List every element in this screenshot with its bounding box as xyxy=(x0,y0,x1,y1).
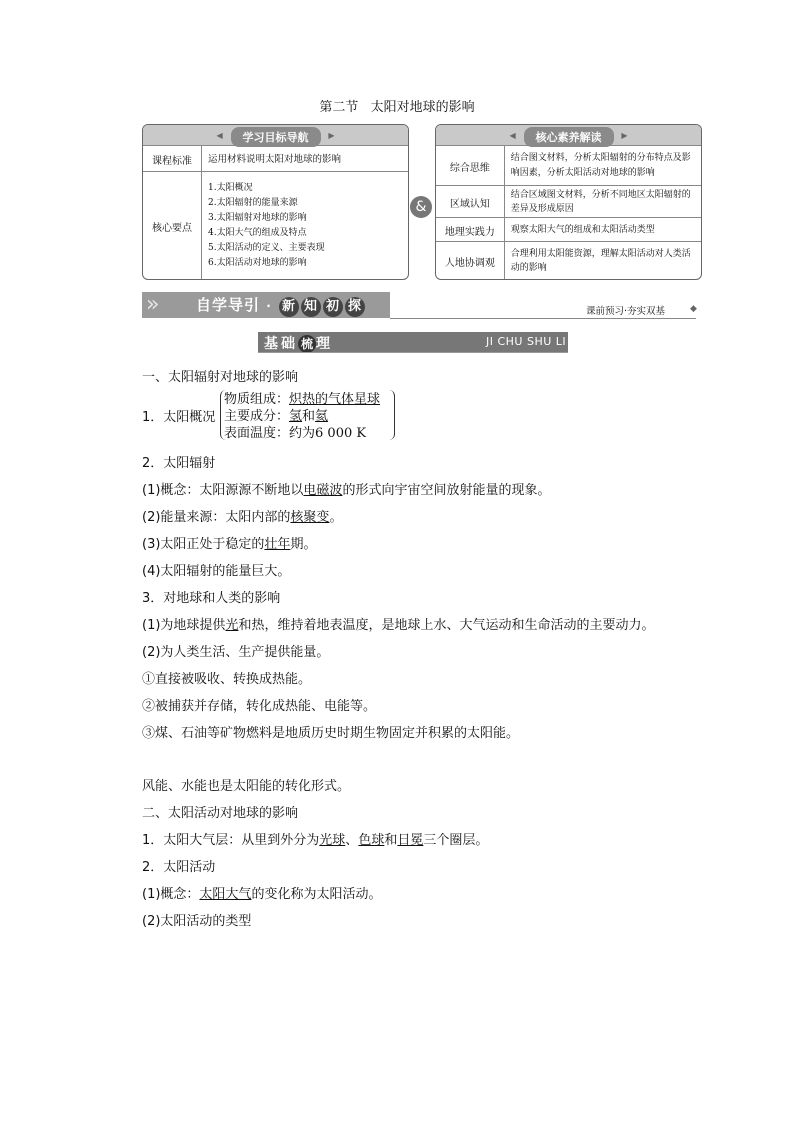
list-item: 3.太阳辐射对地球的影响 xyxy=(208,213,307,223)
divider xyxy=(390,318,696,319)
ampersand-icon: & xyxy=(410,196,432,218)
list-item: 4.太阳大气的组成及特点 xyxy=(208,228,307,238)
brace-line: 物质组成：炽热的气体星球 xyxy=(224,392,381,407)
paragraph: (1)概念：太阳源源不断地以电磁波的形式向宇宙空间放射能量的现象。 xyxy=(142,483,551,498)
paragraph: (2)能量来源：太阳内部的核聚变。 xyxy=(142,510,343,525)
banner-title: 自学导引 · 新 知 初 探 xyxy=(196,294,366,317)
row-label: 课程标准 xyxy=(143,146,202,172)
paragraph: (3)太阳正处于稳定的壮年期。 xyxy=(142,537,317,552)
row-label: 区域认知 xyxy=(436,186,505,218)
row-text: 结合区域图文材料，分析不同地区太阳辐射的差异及形成原因 xyxy=(510,190,691,214)
banner-subtitle: 课前预习·夯实双基 xyxy=(586,306,666,317)
list-item: 6.太阳活动对地球的影响 xyxy=(208,258,307,268)
paragraph: ②被捕获并存储，转化成热能、电能等。 xyxy=(142,699,377,714)
list-item: 5.太阳活动的定义、主要表现 xyxy=(208,243,325,253)
paragraph: (4)太阳辐射的能量巨大。 xyxy=(142,564,291,579)
core-literacy-box xyxy=(435,124,702,280)
paragraph: 1．太阳大气层：从里到外分为光球、色球和日冕三个圈层。 xyxy=(142,833,489,848)
row-text: 结合图文材料，分析太阳辐射的分布特点及影响因素，分析太阳活动对地球的影响 xyxy=(510,153,691,178)
row-label: 地理实践力 xyxy=(436,218,505,242)
sun-overview-label: 1．太阳概况 xyxy=(142,410,216,425)
paragraph: ③煤、石油等矿物燃料是地质历史时期生物固定并积累的太阳能。 xyxy=(142,726,520,741)
core-literacy-heading: ◀ 核心素养解读 ▶ xyxy=(524,127,614,147)
note: 风能、水能也是太阳能的转化形式。 xyxy=(142,779,351,794)
paragraph: 3．对地球和人类的影响 xyxy=(142,591,281,606)
paragraph: (2)为人类生活、生产提供能量。 xyxy=(142,645,330,660)
row-label: 核心要点 xyxy=(143,172,202,280)
section-title: 太阳对地球的影响 xyxy=(370,100,475,115)
paragraph: 2．太阳辐射 xyxy=(142,456,216,471)
basics-title: 基础 梳 理 xyxy=(264,336,333,352)
row-text: 合理利用太阳能资源，理解太阳活动对人类活动的影响 xyxy=(510,249,691,273)
divider xyxy=(258,352,568,353)
section-number: 第二节 xyxy=(319,100,359,115)
paragraph: (1)概念：太阳大气的变化称为太阳活动。 xyxy=(142,887,382,902)
paragraph: (1)为地球提供光和热，维持着地表温度，是地球上水、大气运动和生命活动的主要动力。 xyxy=(142,618,655,633)
list-item: 2.太阳辐射的能量来源 xyxy=(208,198,298,208)
paragraph: ①直接被吸收、转换成热能。 xyxy=(142,672,312,687)
paragraph: (2)太阳活动的类型 xyxy=(142,914,252,929)
brace-line: 表面温度：约为6 000 K xyxy=(224,426,367,441)
heading-2: 二、太阳活动对地球的影响 xyxy=(142,806,299,821)
literacy-row xyxy=(436,145,701,186)
row-label: 人地协调观 xyxy=(436,242,505,280)
literacy-row xyxy=(436,217,701,242)
double-chevron-icon: » xyxy=(146,292,160,317)
basics-pinyin: JI CHU SHU LI xyxy=(486,335,567,348)
literacy-row xyxy=(436,185,701,218)
learning-goals-heading: ◀ 学习目标导航 ▶ xyxy=(231,127,321,147)
heading-1: 一、太阳辐射对地球的影响 xyxy=(142,370,299,385)
row-item: 运用材料说明太阳对地球的影响 xyxy=(208,153,342,165)
brace-right xyxy=(386,390,395,440)
goals-row-standard xyxy=(143,145,408,172)
paragraph: 2．太阳活动 xyxy=(142,860,216,875)
row-label: 综合思维 xyxy=(436,146,505,186)
row-text: 观察太阳大气的组成和太阳活动类型 xyxy=(510,224,655,235)
page-title xyxy=(0,96,794,115)
goals-row-keypoints xyxy=(143,171,408,280)
brace-line: 主要成分：氢和氦 xyxy=(224,409,329,424)
learning-goals-box xyxy=(142,124,409,280)
list-item: 1.太阳概况 xyxy=(208,183,253,193)
literacy-row xyxy=(436,241,701,280)
diamond-icon: ◆ xyxy=(690,304,697,314)
